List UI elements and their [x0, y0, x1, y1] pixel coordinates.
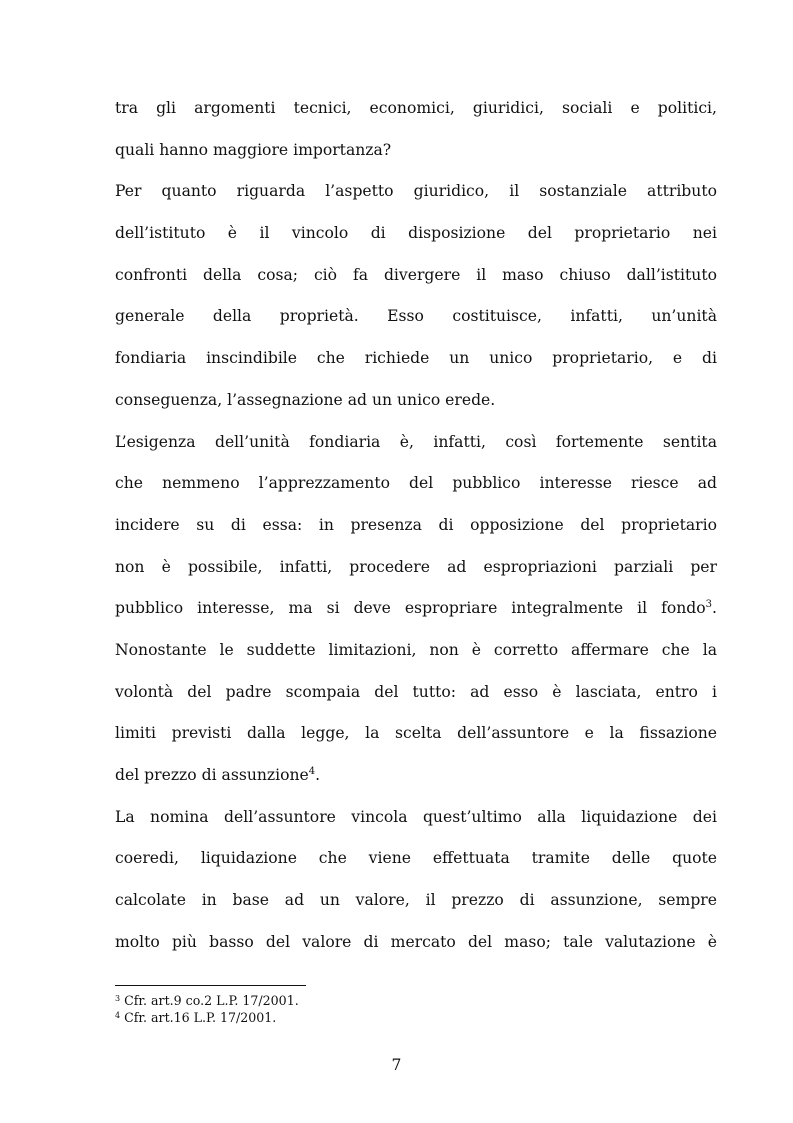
text-segment: pubblico interesse, ma si deve espropriare integralmente il fondo — [115, 599, 706, 618]
footnote-text: Cfr. art.16 L.P. 17/2001. — [124, 1010, 277, 1025]
text-line: calcolate in base ad un valore, il prezzo di assunzione, sempre — [115, 891, 717, 910]
text-line: dell’istituto è il vincolo di disposizione del proprietario nei — [115, 224, 717, 243]
footnote-separator — [115, 985, 306, 986]
text-line-with-footnote — [115, 588, 717, 630]
footnote-text: Cfr. art.9 co.2 L.P. 17/2001. — [124, 993, 299, 1008]
text-line: molto più basso del valore di mercato del maso; tale valutazione è — [115, 932, 717, 951]
footnote-reference: 3 — [705, 599, 713, 611]
text-line: limiti previsti dalla legge, la scelta dell’assuntore e la fissazione — [115, 724, 717, 743]
text-line: La nomina dell’assuntore vincola quest’ultimo alla liquidazione dei — [115, 807, 717, 826]
footnote — [115, 992, 717, 1009]
footnote-reference: 4 — [308, 766, 316, 777]
text-line: incidere su di essa: in presenza di opposizione del proprietario — [115, 515, 717, 534]
text-line: L’esigenza dell’unità fondiaria è, infatti, così fortemente sentita — [115, 432, 717, 451]
text-line: quali hanno maggiore importanza? — [115, 140, 392, 159]
text-line: Per quanto riguarda l’aspetto giuridico, il sostanziale attributo — [115, 182, 717, 201]
footnote-mark: 4 — [115, 1011, 121, 1020]
footnote — [115, 1009, 717, 1026]
body-text — [115, 88, 717, 963]
text-line: volontà del padre scompaia del tutto: ad esso è lasciata, entro i — [115, 682, 717, 701]
page-number: 7 — [391, 1056, 402, 1074]
text-line: fondiaria inscindibile che richiede un unico proprietario, e di — [115, 349, 717, 368]
text-line: che nemmeno l’apprezzamento del pubblico interesse riesce ad — [115, 474, 717, 493]
text-line-with-footnote — [115, 755, 717, 797]
text-line: coeredi, liquidazione che viene effettuata tramite delle quote — [115, 849, 717, 868]
text-segment: . — [712, 599, 717, 618]
text-line: generale della proprietà. Esso costituisce, infatti, un’unità — [115, 307, 717, 326]
text-line: conseguenza, l’assegnazione ad un unico erede. — [115, 390, 496, 409]
text-line: tra gli argomenti tecnici, economici, giuridici, sociali e politici, — [115, 99, 717, 117]
footnote-mark: 3 — [115, 994, 121, 1003]
footnotes — [115, 992, 717, 1026]
text-segment: del prezzo di assunzione — [115, 766, 309, 784]
text-line: non è possibile, infatti, procedere ad espropriazioni parziali per — [115, 557, 717, 576]
text-segment: . — [315, 766, 321, 784]
text-line: Nonostante le suddette limitazioni, non è corretto affermare che la — [115, 640, 717, 659]
text-line: confronti della cosa; ciò fa divergere il maso chiuso dall’istituto — [115, 265, 717, 284]
